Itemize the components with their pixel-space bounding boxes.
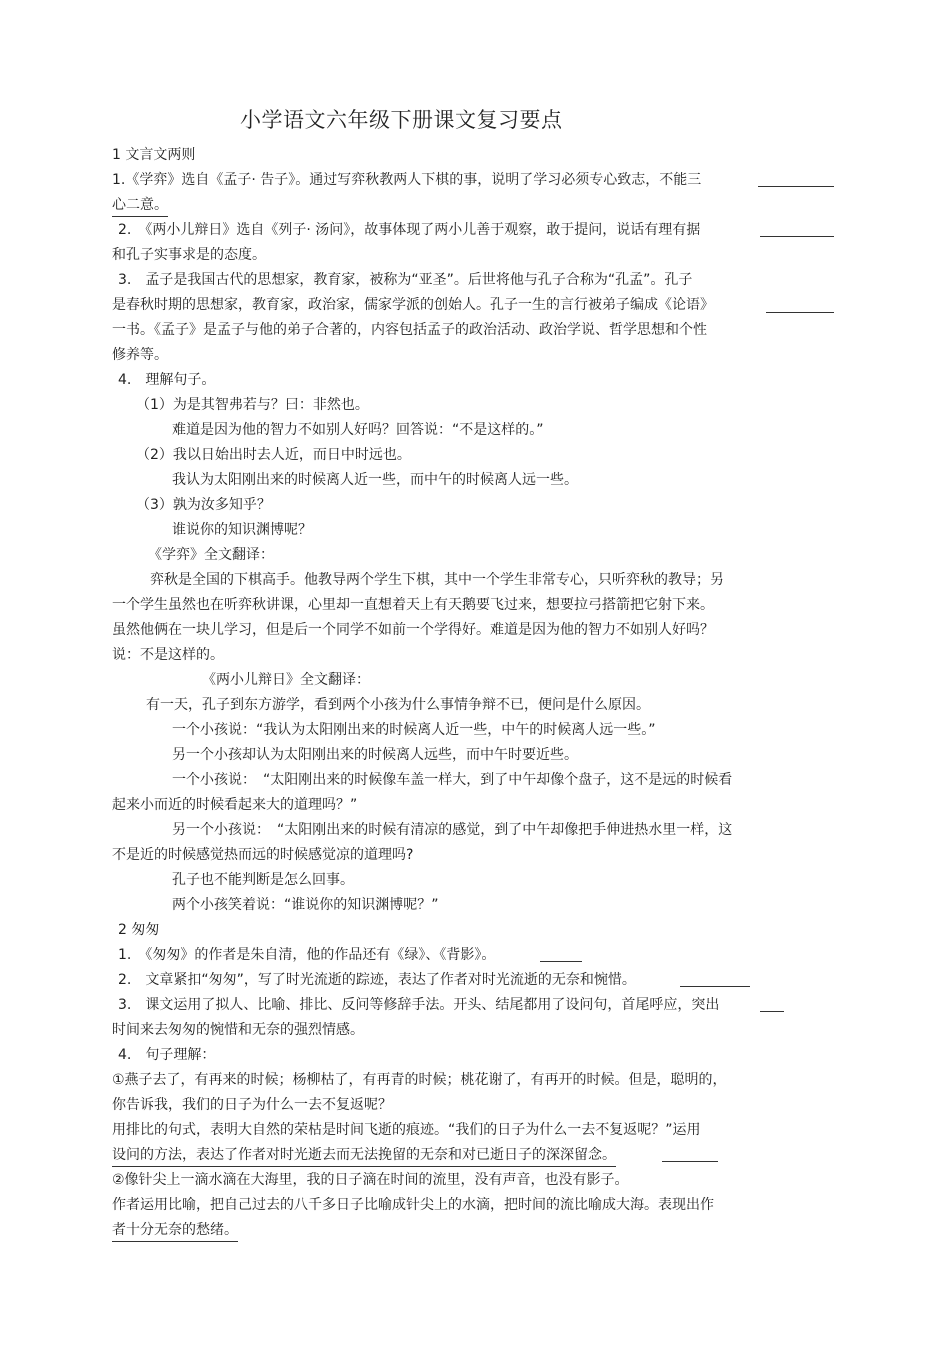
translation-line: 两个小孩笑着说：“谁说你的知识渊博呢？” (172, 897, 439, 913)
paragraph-line: 心二意。 (112, 195, 168, 217)
translation-line: 说：不是这样的。 (112, 647, 224, 663)
answer-blank (680, 986, 750, 987)
section-heading: 1 文言文两则 (112, 147, 196, 163)
analysis-line: 作者运用比喻，把自己过去的八千多日子比喻成针尖上的水滴，把时间的流比喻成大海。表现出作 (112, 1197, 714, 1213)
analysis-line: 者十分无奈的愁绪。 (112, 1220, 238, 1242)
answer-line: 难道是因为他的智力不如别人好吗？回答说：“不是这样的。” (172, 422, 544, 438)
answer-blank (540, 961, 582, 962)
question-line: （2）我以日始出时去人近，而日中时远也。 (136, 447, 411, 463)
translation-line: 有一天，孔子到东方游学，看到两个小孩为什么事情争辩不已，便问是什么原因。 (146, 697, 650, 713)
answer-blank (760, 236, 834, 237)
paragraph-line: 2. 《两小儿辩日》选自《列子· 汤问》，故事体现了两小儿善于观察，敢于提问，说话有理有据 (118, 222, 701, 238)
translation-line: 弈秋是全国的下棋高手。他教导两个学生下棋，其中一个学生非常专心，只听弈秋的教导；另 (150, 572, 724, 588)
quote-line: 你告诉我，我们的日子为什么一去不复返呢？ (112, 1097, 392, 1113)
translation-line: 不是近的时候感觉热而远的时候感觉凉的道理吗? (112, 847, 414, 863)
translation-line: 一个小孩说：“我认为太阳刚出来的时候离人近一些，中午的时候离人远一些。” (172, 722, 656, 738)
paragraph-line: 4. 理解句子。 (118, 372, 216, 388)
analysis-line: 用排比的句式，表明大自然的荣枯是时间飞逝的痕迹。“我们的日子为什么一去不复返呢？”运用 (112, 1122, 701, 1138)
translation-line: 起来小而近的时候看起来大的道理吗？” (112, 797, 358, 813)
translation-heading: 《学弈》全文翻译： (148, 547, 274, 563)
translation-line: 另一个小孩说： “太阳刚出来的时候有清凉的感觉，到了中午却像把手伸进热水里一样，这 (172, 822, 733, 838)
quote-line: ②像针尖上一滴水滴在大海里，我的日子滴在时间的流里，没有声音，也没有影子。 (112, 1172, 629, 1188)
page-title: 小学语文六年级下册课文复习要点 (240, 108, 563, 132)
answer-blank (758, 186, 834, 187)
answer-blank (760, 1011, 784, 1012)
translation-line: 一个小孩说： “太阳刚出来的时候像车盖一样大，到了中午却像个盘子，这不是远的时候看 (172, 772, 733, 788)
translation-line: 一个学生虽然也在听弈秋讲课，心里却一直想着天上有天鹅要飞过来，想要拉弓搭箭把它射下来。 (112, 597, 714, 613)
answer-blank (766, 312, 834, 313)
paragraph-line: 1. 《匆匆》的作者是朱自清，他的作品还有《绿》、《背影》。 (118, 947, 496, 963)
analysis-line: 设问的方法，表达了作者对时光逝去而无法挽留的无奈和对已逝日子的深深留念。 (112, 1145, 616, 1167)
paragraph-line: 3. 孟子是我国古代的思想家，教育家，被称为“亚圣”。后世将他与孔子合称为“孔孟”。孔子 (118, 272, 693, 288)
paragraph-line: 1.《学弈》选自《孟子· 告子》。通过写弈秋教两人下棋的事，说明了学习必须专心致志，不能三 (112, 172, 702, 188)
paragraph-line: 和孔子实事求是的态度。 (112, 247, 266, 263)
translation-line: 另一个小孩却认为太阳刚出来的时候离人远些，而中午时要近些。 (172, 747, 578, 763)
translation-line: 孔子也不能判断是怎么回事。 (172, 872, 354, 888)
paragraph-line: 修养等。 (112, 347, 168, 363)
answer-blank (662, 1161, 718, 1162)
paragraph-line: 3. 课文运用了拟人、比喻、排比、反问等修辞手法。开头、结尾都用了设问句，首尾呼应，突出 (118, 997, 720, 1013)
paragraph-line: 4. 句子理解： (118, 1047, 216, 1063)
paragraph-line: 2. 文章紧扣“匆匆”，写了时光流逝的踪迹，表达了作者对时光流逝的无奈和惋惜。 (118, 972, 636, 988)
question-line: （1）为是其智弗若与？曰：非然也。 (136, 397, 369, 413)
translation-heading: 《两小儿辩日》全文翻译： (202, 672, 370, 688)
quote-line: ①燕子去了，有再来的时候；杨柳枯了，有再青的时候；桃花谢了，有再开的时候。但是，聪明的， (112, 1072, 727, 1088)
question-line: （3）孰为汝多知乎？ (136, 497, 271, 513)
answer-line: 谁说你的知识渊博呢？ (172, 522, 312, 538)
paragraph-line: 是春秋时期的思想家，教育家，政治家，儒家学派的创始人。孔子一生的言行被弟子编成《论语》 (112, 297, 714, 313)
answer-line: 我认为太阳刚出来的时候离人近一些，而中午的时候离人远一些。 (172, 472, 578, 488)
section-heading: 2 匆匆 (118, 922, 160, 938)
paragraph-line: 时间来去匆匆的惋惜和无奈的强烈情感。 (112, 1022, 364, 1038)
paragraph-line: 一书。《孟子》是孟子与他的弟子合著的，内容包括孟子的政治活动、政治学说、哲学思想和个性 (112, 322, 707, 338)
translation-line: 虽然他俩在一块儿学习，但是后一个同学不如前一个学得好。难道是因为他的智力不如别人好吗？ (112, 622, 714, 638)
